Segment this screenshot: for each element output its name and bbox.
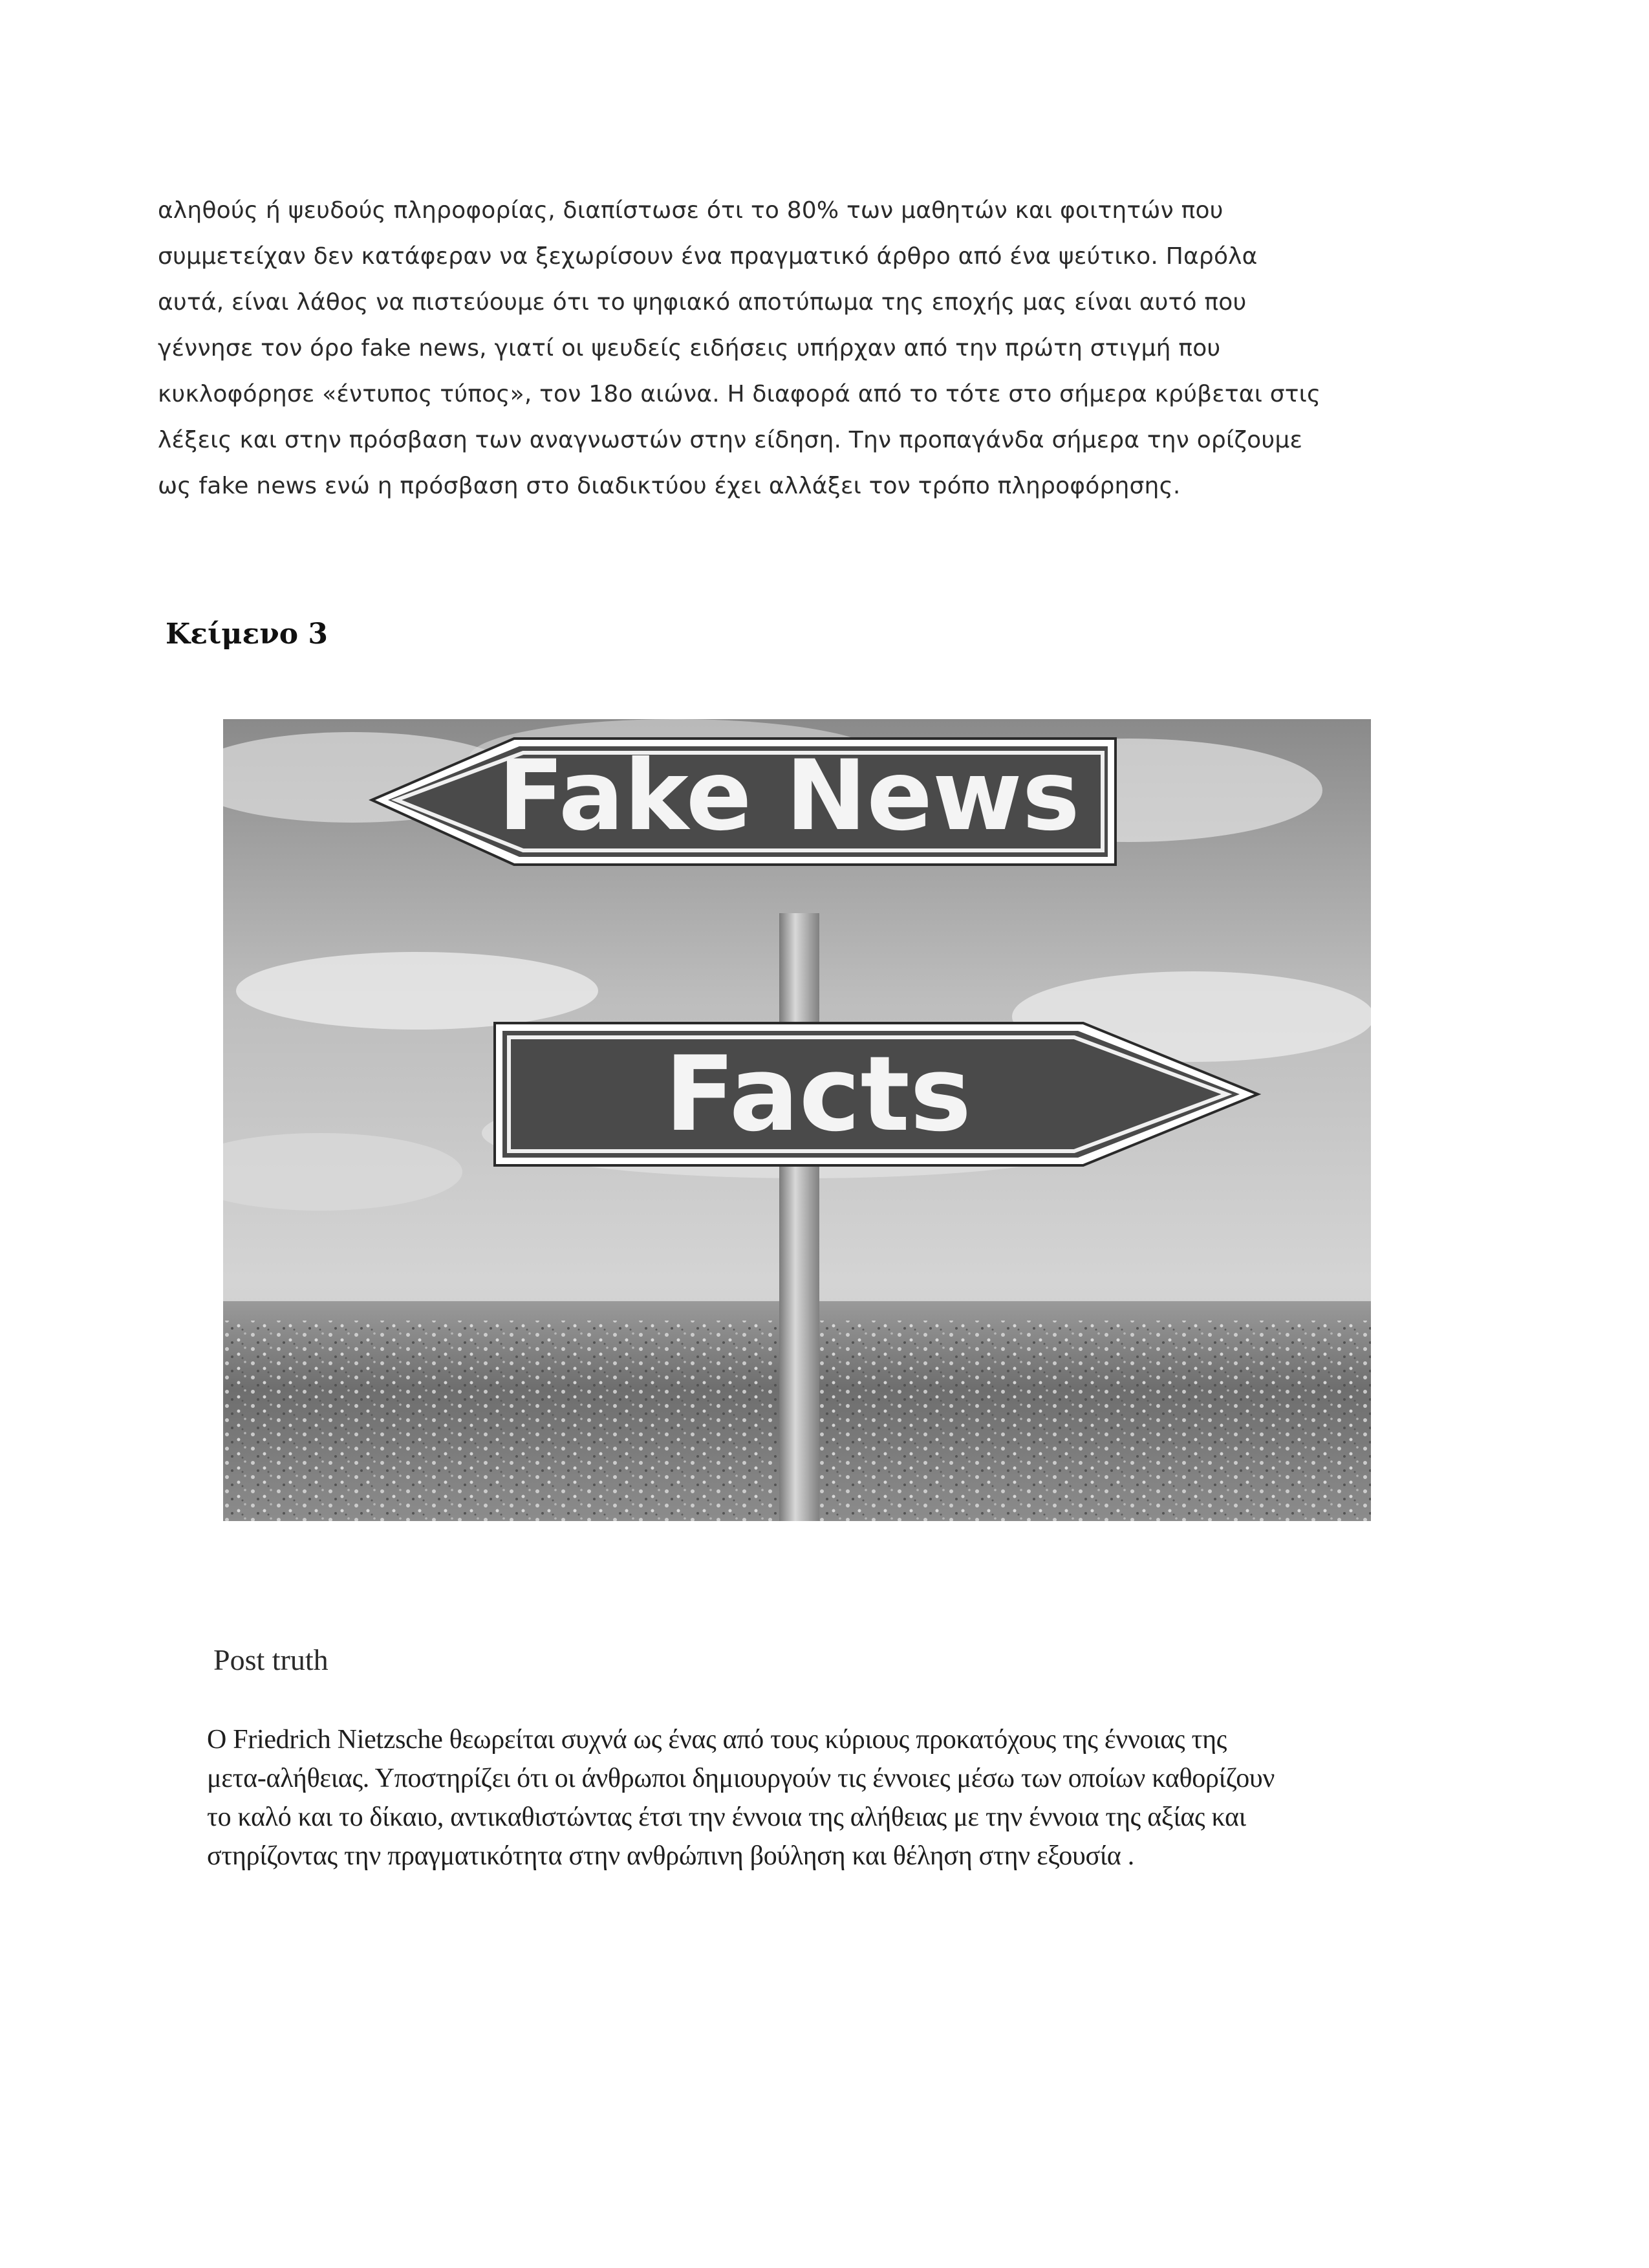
paragraph-line: συμμετείχαν δεν κατάφεραν να ξεχωρίσουν ένα πραγματικό άρθρο από ένα ψεύτικο. Παρόλα [158, 243, 1258, 270]
paragraph-line: αληθούς ή ψευδούς πληροφορίας, διαπίστωσε ότι το 80% των μαθητών και φοιτητών που [158, 197, 1223, 224]
paragraph-line: γέννησε τον όρο fake news, γιατί οι ψευδείς ειδήσεις υπήρχαν από την πρώτη στιγμή που [158, 335, 1221, 362]
intro-paragraph [158, 188, 1516, 509]
signpost-photo [223, 719, 1371, 1521]
section-heading: Κείμενο 3 [166, 618, 329, 651]
nietzsche-paragraph [207, 1720, 1377, 1875]
sign-facts-label: Facts [664, 1033, 972, 1154]
sign-fake-news-label: Fake News [498, 740, 1080, 852]
paragraph-line: στηρίζοντας την πραγματικότητα στην ανθρώπινη βούληση και θέληση στην εξουσία . [207, 1841, 1134, 1871]
paragraph-line: Ο Friedrich Nietzsche θεωρείται συχνά ως ένας από τους κύριους προκατόχους της έννοιας της [207, 1725, 1227, 1755]
post-truth-subheading: Post truth [213, 1643, 329, 1676]
paragraph-line: ως fake news ενώ η πρόσβαση στο διαδικτύου έχει αλλάξει τον τρόπο πληροφόρησης. [158, 473, 1181, 499]
paragraph-line: λέξεις και στην πρόσβαση των αναγνωστών στην είδηση. Την προπαγάνδα σήμερα την ορίζουμε [158, 427, 1303, 453]
paragraph-line: το καλό και το δίκαιο, αντικαθιστώντας έτσι την έννοια της αλήθειας με την έννοια της αξίας και [207, 1802, 1246, 1832]
paragraph-line: μετα-αλήθειας. Υποστηρίζει ότι οι άνθρωποι δημιουργούν τις έννοιες μέσω των οποίων καθορίζουν [207, 1764, 1275, 1793]
paragraph-line: αυτά, είναι λάθος να πιστεύουμε ότι το ψηφιακό αποτύπωμα της εποχής μας είναι αυτό που [158, 289, 1247, 316]
paragraph-line: κυκλοφόρησε «έντυπος τύπος», τον 18ο αιώνα. Η διαφορά από το τότε στο σήμερα κρύβεται στις [158, 381, 1321, 407]
